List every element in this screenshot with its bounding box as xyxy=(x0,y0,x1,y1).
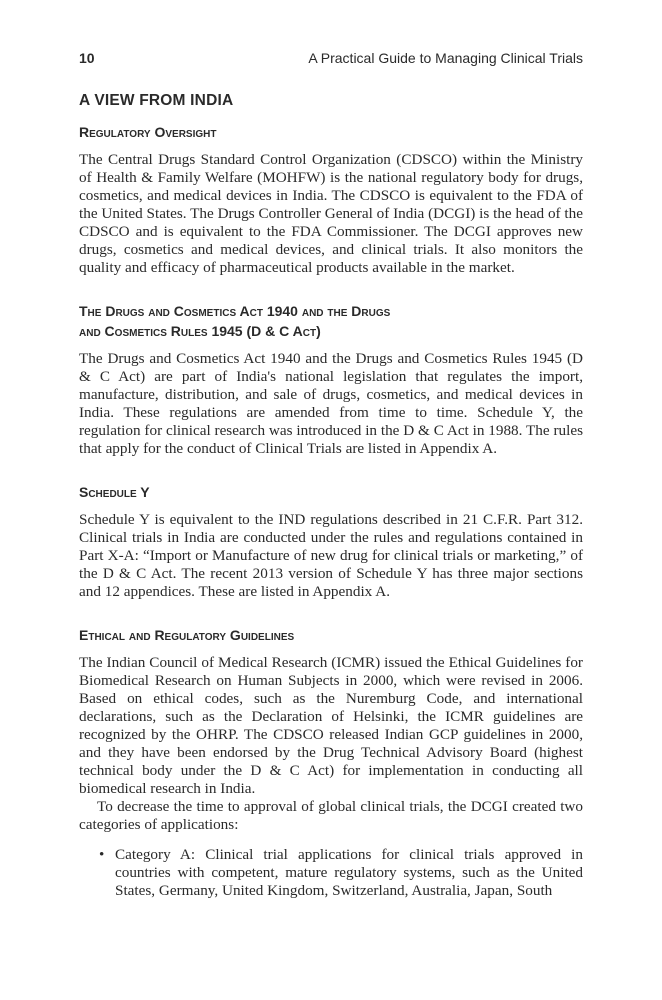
heading-schedule-y: Schedule Y xyxy=(79,484,150,500)
page-content xyxy=(79,92,583,900)
paragraph-application-categories: To decrease the time to approval of global clinical trials, the DCGI created two categories of applications: xyxy=(79,798,583,833)
paragraph-schedule-y: Schedule Y is equivalent to the IND regulations described in 21 C.F.R. Part 312. Clinical trials in India are conducted under the rules and regulations contained in Part X-A: “Import or Manufacture of new drug for clinical trials or marketing,” of the D & C Act. The recent 2013 version of Schedule Y has three major sections and 12 appendices. These are listed in Appendix A. xyxy=(79,511,583,600)
bullet-icon: • xyxy=(99,846,105,863)
running-title: A Practical Guide to Managing Clinical Trials xyxy=(308,50,583,66)
page-number: 10 xyxy=(79,50,95,66)
list-item-text: Category A: Clinical trial applications for clinical trials approved in countries with competent, mature regulatory systems, such as the United States, Germany, United Kingdom, Switzerland, Australia, Japan, South xyxy=(115,846,583,899)
paragraph-ethical-guidelines: The Indian Council of Medical Research (ICMR) issued the Ethical Guidelines for Biomedical Research on Human Subjects in 2000, which were revised in 2006. Based on ethical codes, such as the Nuremburg Code, and international declarations, such as the Declaration of Helsinki, the ICMR guidelines are recognized by the OHRP. The CDSCO released Indian GCP guidelines in 2000, and they have been endorsed by the Drug Technical Advisory Board (highest technical body under the D & C Act) for implementation in conducting all biomedical research in India. xyxy=(79,654,583,797)
heading-regulatory-oversight: Regulatory Oversight xyxy=(79,124,217,140)
list-item xyxy=(99,846,583,900)
paragraph-regulatory-oversight: The Central Drugs Standard Control Organization (CDSCO) within the Ministry of Health & Family Welfare (MOHFW) is the national regulatory body for drugs, cosmetics, and medical devices in India. The CDSCO is equivalent to the FDA of the United States. The Drugs Controller General of India (DCGI) is the head of the CDSCO and is equivalent to the FDA Commissioner. The DCGI approves new drugs, cosmetics and medical devices, and clinical trials. It also monitors the quality and efficacy of pharmaceutical products available in the market. xyxy=(79,151,583,276)
paragraph-drugs-cosmetics-act: The Drugs and Cosmetics Act 1940 and the Drugs and Cosmetics Rules 1945 (D & C Act) are part of India's national legislation that regulates the import, manufacture, distribution, and sale of drugs, cosmetics, and medical devices in India. These regulations are amended from time to time. Schedule Y, the regulation for clinical research was introduced in the D & C Act in 1988. The rules that apply for the conduct of Clinical Trials are listed in Appendix A. xyxy=(79,350,583,457)
heading-ethical-guidelines: Ethical and Regulatory Guidelines xyxy=(79,627,295,643)
heading-line-1: The Drugs and Cosmetics Act 1940 and the Drugs xyxy=(79,303,391,319)
running-header xyxy=(79,50,583,70)
heading-line-2: and Cosmetics Rules 1945 (D & C Act) xyxy=(79,323,321,339)
category-list xyxy=(79,846,583,900)
section-title: A VIEW FROM INDIA xyxy=(79,92,234,109)
heading-drugs-cosmetics-act xyxy=(79,301,583,341)
